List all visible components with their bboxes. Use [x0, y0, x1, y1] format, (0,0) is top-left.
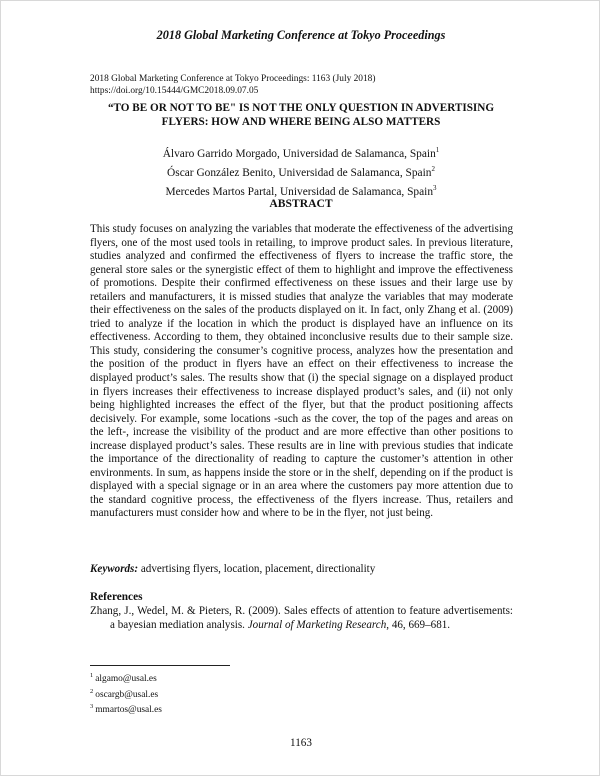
footnote-item: $^1$ algamo@usal.es — [90, 672, 157, 684]
citation-line: 2018 Global Marketing Conference at Tokyo Proceedings: 1163 (July 2018) — [90, 74, 376, 84]
footnote-mark: 2 — [431, 165, 435, 173]
author-line: Mercedes Martos Partal, Universidad de Salamanca, Spain$^3$ — [165, 184, 437, 198]
footnote-mark: 3 — [433, 184, 437, 192]
author-line: Óscar González Benito, Universidad de Salamanca, Spain$^2$ — [167, 165, 435, 179]
references-heading: References — [90, 591, 143, 603]
footnote-divider — [90, 665, 230, 666]
journal-name: Journal of Marketing Research — [247, 618, 387, 631]
footnotes — [90, 670, 162, 717]
email-link[interactable]: mmartos@usal.es — [95, 705, 162, 715]
page-number: 1163 — [290, 737, 312, 749]
abstract-heading: ABSTRACT — [269, 197, 333, 210]
keywords — [90, 563, 513, 575]
email-link[interactable]: oscargb@usal.es — [95, 689, 159, 700]
footnote-item: $^2$ oscargb@usal.es — [90, 687, 159, 700]
abstract-body: This study focuses on analyzing the variables that moderate the effectiveness of the advertising flyers, one of the most used tools in retailing, to improve product sales. In previous literature, studies analyzed and confirmed the effectiveness of flyers to increase the traffic store, the general store sales or the synergistic effect of them to highlight and improve the effectiveness of promotions. Despite their confirmed effectiveness on these issues and their large use by retailers and manufacturers, it is missed studies that analyze the variables that may moderate their effectiveness on the sales of the products displayed on it. In fact, only Zhang et al. (2009) tried to analyze if the location in which the product is displayed have an influence on its effectiveness. According to them, they obtained inconclusive results due to their sample size. This study, considering the consumer’s cognitive process, analyzes how the presentation and the position of the product in flyers have an effect on their effectiveness to increase the displayed product’s sales. The results show that (i) the special signage on a displayed product in flyers increases their effectiveness to increase displayed product’s sales, and (ii) not only being highlighted increases the effect of the flyer, but that the product positioning affects decisively. For example, some locations -such as the cover, the top of the pages and areas on the left-, increase the visibility of the product and are more effective than other positions to increase displayed product’s sales. These results are in line with previous studies that indicate the importance of the directionality of reading to capture the customer’s attention in other environments. In sum, as happens inside the store or in the shelf, depending on if the product is displayed with a special signage or in an area where the customers pay more attention due to the standard cognitive process, the effectiveness of the flyers increase. Thus, retailers and manufacturers must consider how and where to be in the flyer, not just being. — [90, 223, 513, 520]
author-list — [1, 143, 600, 200]
reference-item: Zhang, J., Wedel, M. & Pieters, R. (2009). Sales effects of attention to feature advertisements: a bayesian mediation analysis. Journal of Marketing Research, 46, 669–681. — [90, 605, 513, 631]
paper-title — [61, 101, 541, 129]
footnote-mark: 1 — [435, 146, 440, 154]
running-header: 2018 Global Marketing Conference at Tokyo Proceedings — [156, 28, 446, 42]
keywords-label: Keywords: — [90, 563, 139, 575]
title-line-1: “TO BE OR NOT TO BE" IS NOT THE ONLY QUESTION IN ADVERTISING — [107, 102, 495, 114]
title-line-2: FLYERS: HOW AND WHERE BEING ALSO MATTERS — [161, 116, 441, 128]
footnote-item: $^3$ mmartos@usal.es — [90, 703, 162, 715]
author-line: Álvaro Garrido Morgado, Universidad de Salamanca, Spain$^1$ — [162, 146, 440, 160]
publication-meta — [90, 73, 375, 97]
doi-link[interactable]: https://doi.org/10.15444/GMC2018.09.07.05 — [90, 86, 259, 96]
email-link[interactable]: algamo@usal.es — [95, 674, 157, 684]
keywords-text: advertising flyers, location, placement, directionality — [138, 563, 376, 575]
